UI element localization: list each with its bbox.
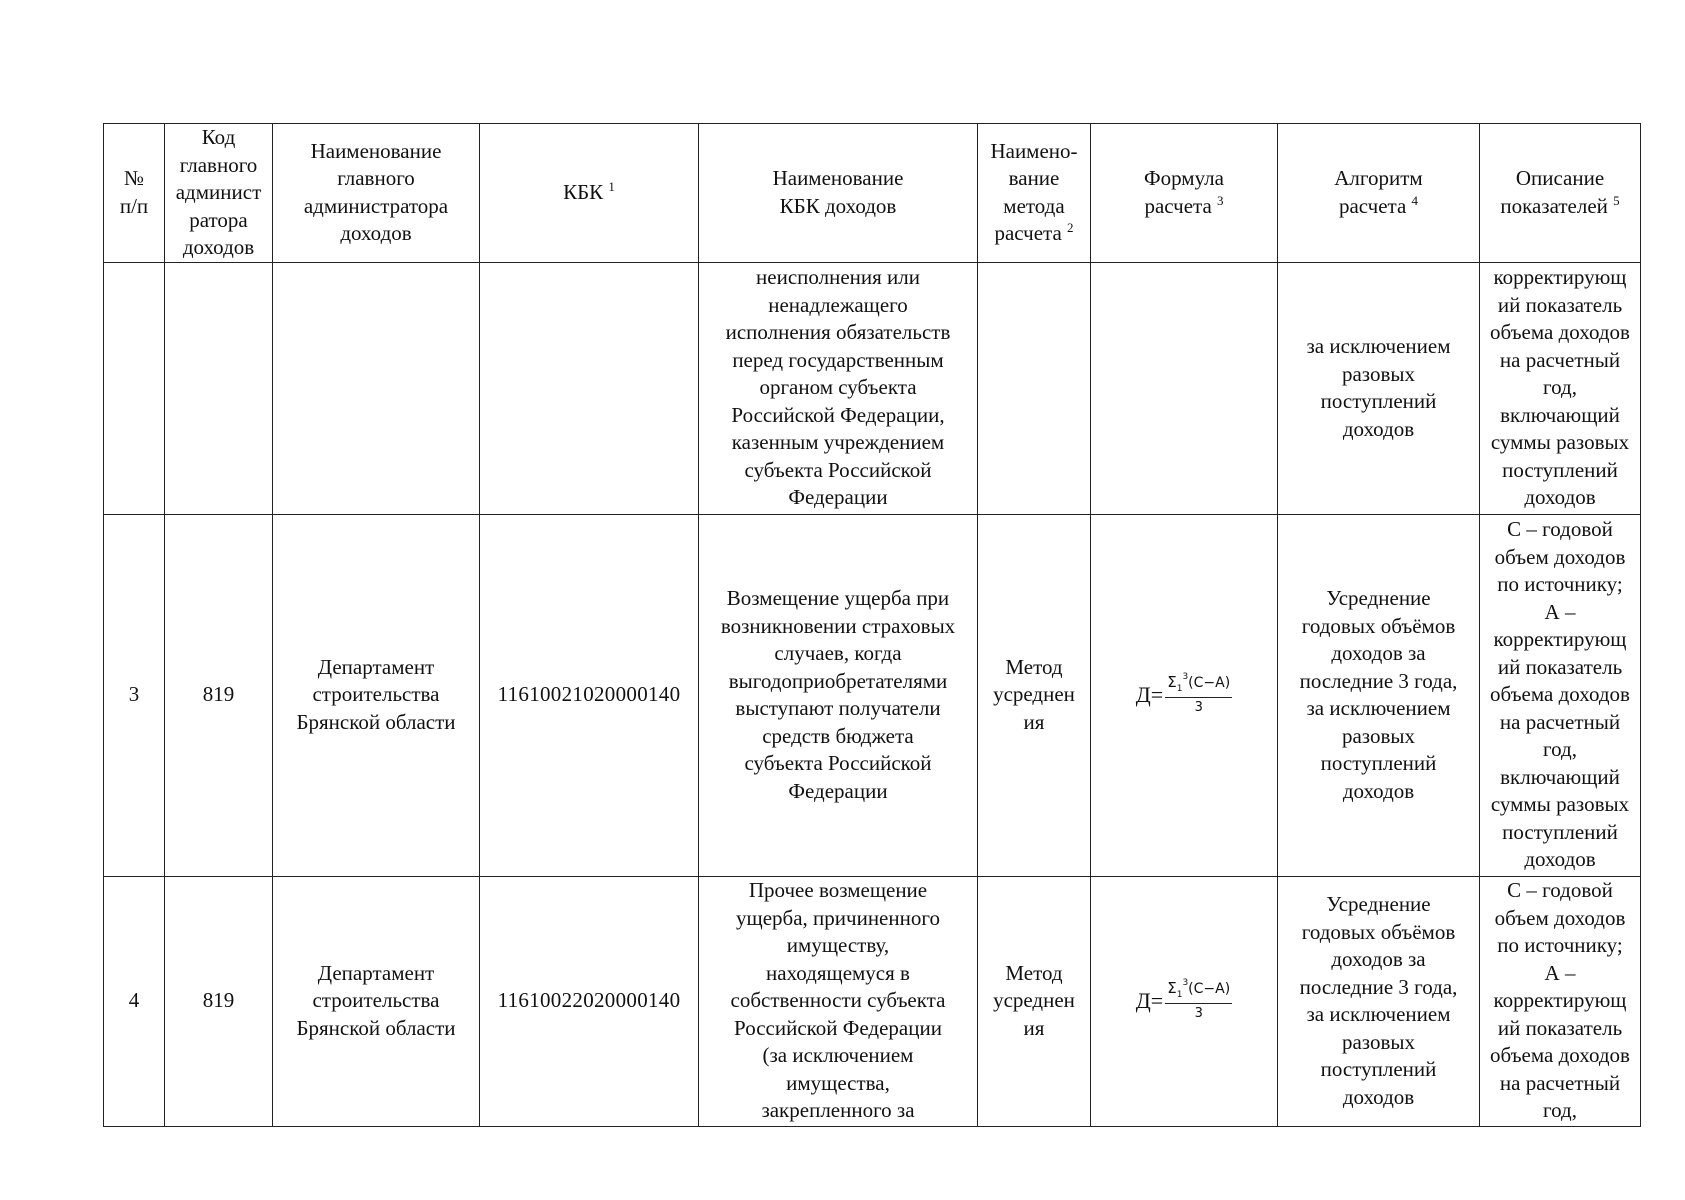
cell-algorithm (1278, 876, 1480, 1126)
text-line: Наименование (772, 166, 904, 191)
formula: Д= $\frac{\Sigma_1^3(C-A)}{3}$ (1135, 977, 1231, 1022)
text-line: выступают получатели (735, 696, 941, 720)
text-line: поступлений (1320, 1057, 1437, 1081)
text-line: объем доходов (1494, 544, 1626, 569)
cell-number (104, 262, 165, 514)
text-line: Прочее возмещение (748, 878, 928, 903)
text-line: № (123, 166, 145, 191)
text-line: доходов (1524, 485, 1596, 510)
text-line: Формула (1144, 166, 1224, 191)
text-line: казенным учреждением (731, 430, 945, 455)
cell-description (1480, 514, 1641, 876)
text-line: субъекта Российской (744, 751, 932, 775)
text-line: Департамент (317, 654, 435, 679)
text-line: по источнику; (1497, 572, 1623, 597)
text-line: метода (1003, 193, 1065, 218)
footnote-marker: 2 (1067, 220, 1074, 236)
text-line: Департамент (317, 960, 435, 985)
text-line: последние 3 года, (1299, 668, 1458, 693)
text-line: за исключением (1306, 1002, 1451, 1026)
text-line: корректирующ (1493, 988, 1627, 1013)
text-line: Брянской области (296, 1015, 456, 1040)
text-line: ий показатель (1497, 654, 1623, 679)
text-line: Алгоритм (1334, 166, 1423, 191)
text-line: доходов (340, 221, 412, 246)
cell-formula (1091, 514, 1278, 876)
text-line: доходов (1342, 778, 1415, 803)
text-line: главного (337, 166, 415, 191)
cell-kbk: 11610021020000140 (480, 514, 699, 876)
header-formula (1091, 124, 1278, 263)
cell-number: 3 (104, 514, 165, 876)
text-line: ратора (189, 207, 248, 232)
text-line: случаев, когда (774, 641, 902, 665)
text-line: годовых объёмов (1301, 613, 1456, 638)
text-line: неисполнения или (756, 265, 920, 290)
text-line: усреднен (993, 988, 1075, 1013)
text-line: имуществу, (786, 933, 890, 958)
text-line: доходов за (1331, 947, 1426, 971)
text-line: суммы разовых (1490, 792, 1630, 817)
text-line: админист (175, 180, 262, 204)
header-admin-name (273, 124, 480, 263)
text-line: ущерба, причиненного (736, 905, 940, 930)
text-line: поступлений (1502, 819, 1618, 844)
text-line: корректирующ (1493, 265, 1627, 290)
header-method (978, 124, 1091, 263)
cell-kbk-name (699, 262, 978, 514)
header-number (104, 124, 165, 263)
table-row-continuation (104, 262, 1641, 514)
text-line: по источнику; (1497, 933, 1623, 958)
text-line: главного (179, 152, 258, 177)
table-row (104, 514, 1641, 876)
text-line: возникновении страховых (720, 613, 956, 638)
text-line: на расчетный (1499, 347, 1621, 372)
text-line: ия (1023, 1015, 1045, 1040)
cell-formula (1091, 876, 1278, 1126)
text-line: поступлений (1502, 457, 1618, 482)
income-methods-table (103, 123, 1641, 1127)
text-line: КБК доходов (779, 193, 897, 218)
text-line: год, (1543, 1098, 1577, 1123)
text-line: Усреднение (1326, 586, 1431, 610)
text-line: разовых (1341, 723, 1416, 748)
text-line: поступлений (1320, 751, 1437, 775)
cell-algorithm (1278, 262, 1480, 514)
text-line: год, (1543, 375, 1577, 400)
text-line: выгодоприобретателями (728, 668, 948, 693)
cell-admin-name (273, 262, 480, 514)
cell-admin-code: 819 (165, 514, 273, 876)
text-line: расчета (1338, 193, 1407, 218)
header-kbk: КБК $^1$ (480, 124, 699, 263)
text-line: А – (1544, 960, 1576, 985)
text-line: строительства (312, 682, 440, 707)
text-line: корректирующ (1493, 627, 1627, 652)
text-line: разовых (1341, 1029, 1416, 1054)
footnote-marker: 4 (1411, 192, 1419, 208)
text-line: год, (1543, 737, 1577, 762)
text-line: Федерации (788, 778, 888, 803)
text-line: собственности субъекта (730, 988, 946, 1013)
text-line: находящемуся в (766, 960, 910, 985)
text-line: последние 3 года, (1299, 974, 1458, 999)
text-line: доходов (1342, 416, 1415, 441)
cell-kbk-name (699, 514, 978, 876)
text-line: за исключением (1306, 334, 1451, 358)
text-line: объем доходов (1494, 905, 1626, 930)
cell-method (978, 514, 1091, 876)
text-line: Метод (1005, 654, 1063, 679)
text-line: годовых объёмов (1301, 919, 1456, 944)
text-line: Наимено- (990, 138, 1078, 163)
text-line: вание (1008, 166, 1060, 191)
text-line: средств бюджета (762, 723, 914, 748)
header-algorithm (1278, 124, 1480, 263)
text-line: доходов (1342, 1084, 1415, 1109)
text-line: Метод (1005, 960, 1063, 985)
text-line: Брянской области (296, 709, 456, 734)
cell-method (978, 262, 1091, 514)
cell-admin-name (273, 514, 480, 876)
text-line: ий показатель (1497, 292, 1623, 317)
text-line: ненадлежащего (768, 292, 908, 317)
text-line: на расчетный (1499, 1070, 1621, 1095)
cell-number: 4 (104, 876, 165, 1126)
text-line: на расчетный (1499, 709, 1621, 734)
formula: Д= $\frac{\Sigma_1^3(C-A)}{3}$ (1135, 671, 1231, 716)
header-admin-code (165, 124, 273, 263)
text-line: включающий (1500, 764, 1620, 789)
text-line: ий показатель (1497, 1015, 1623, 1040)
text-line: включающий (1500, 402, 1620, 427)
text-line: за исключением (1306, 696, 1451, 720)
text-line: Усреднение (1326, 892, 1431, 916)
text-line: строительства (312, 988, 440, 1013)
header-kbk-name (699, 124, 978, 263)
footnote-marker: 5 (1613, 192, 1620, 208)
text-line: Описание (1515, 166, 1605, 191)
text-line: показателей (1500, 193, 1608, 218)
text-line: объема доходов (1490, 1043, 1630, 1068)
text-line: поступлений (1320, 389, 1437, 413)
footnote-marker: 3 (1217, 192, 1224, 208)
cell-kbk (480, 262, 699, 514)
text-line: доходов за (1331, 641, 1426, 665)
table-row (104, 876, 1641, 1126)
text-line: Наименование (310, 138, 442, 163)
text-line: ия (1023, 709, 1045, 734)
text-line: органом субъекта (759, 375, 917, 400)
text-line: субъекта Российской (744, 457, 932, 482)
text-line: (за исключением (762, 1043, 914, 1068)
cell-kbk-name (699, 876, 978, 1126)
cell-formula (1091, 262, 1278, 514)
text-line: объема доходов (1490, 320, 1630, 345)
text-line: перед государственным (732, 347, 944, 372)
cell-kbk: 11610022020000140 (480, 876, 699, 1126)
cell-method (978, 876, 1091, 1126)
cell-admin-code: 819 (165, 876, 273, 1126)
text-line: расчета (994, 221, 1062, 246)
text-line: доходов (182, 235, 255, 259)
text-line: исполнения обязательств (725, 320, 951, 345)
text-line: имущества, (786, 1070, 890, 1095)
text-line: усреднен (993, 682, 1075, 707)
text-line: суммы разовых (1490, 430, 1630, 455)
text-line: объема доходов (1490, 682, 1630, 707)
text-line: А – (1544, 599, 1576, 624)
text-line: Код (201, 125, 236, 149)
text-line: Федерации (788, 485, 888, 510)
cell-description (1480, 262, 1641, 514)
cell-description (1480, 876, 1641, 1126)
cell-admin-code (165, 262, 273, 514)
text-line: С – годовой (1507, 517, 1613, 542)
cell-algorithm (1278, 514, 1480, 876)
header-row (104, 124, 1641, 263)
header-description (1480, 124, 1641, 263)
text-line: закрепленного за (761, 1098, 915, 1123)
text-line: Возмещение ущерба при (726, 586, 950, 610)
cell-admin-name (273, 876, 480, 1126)
income-methods-table-page (103, 123, 1641, 1127)
text-line: Российской Федерации, (731, 402, 945, 427)
text-line: Российской Федерации (734, 1015, 942, 1040)
text-line: расчета (1144, 193, 1212, 218)
text-line: п/п (119, 193, 149, 218)
text-line: доходов (1524, 847, 1596, 872)
text-line: администратора (303, 193, 449, 218)
text-line: разовых (1341, 361, 1416, 386)
text-line: С – годовой (1507, 878, 1613, 903)
